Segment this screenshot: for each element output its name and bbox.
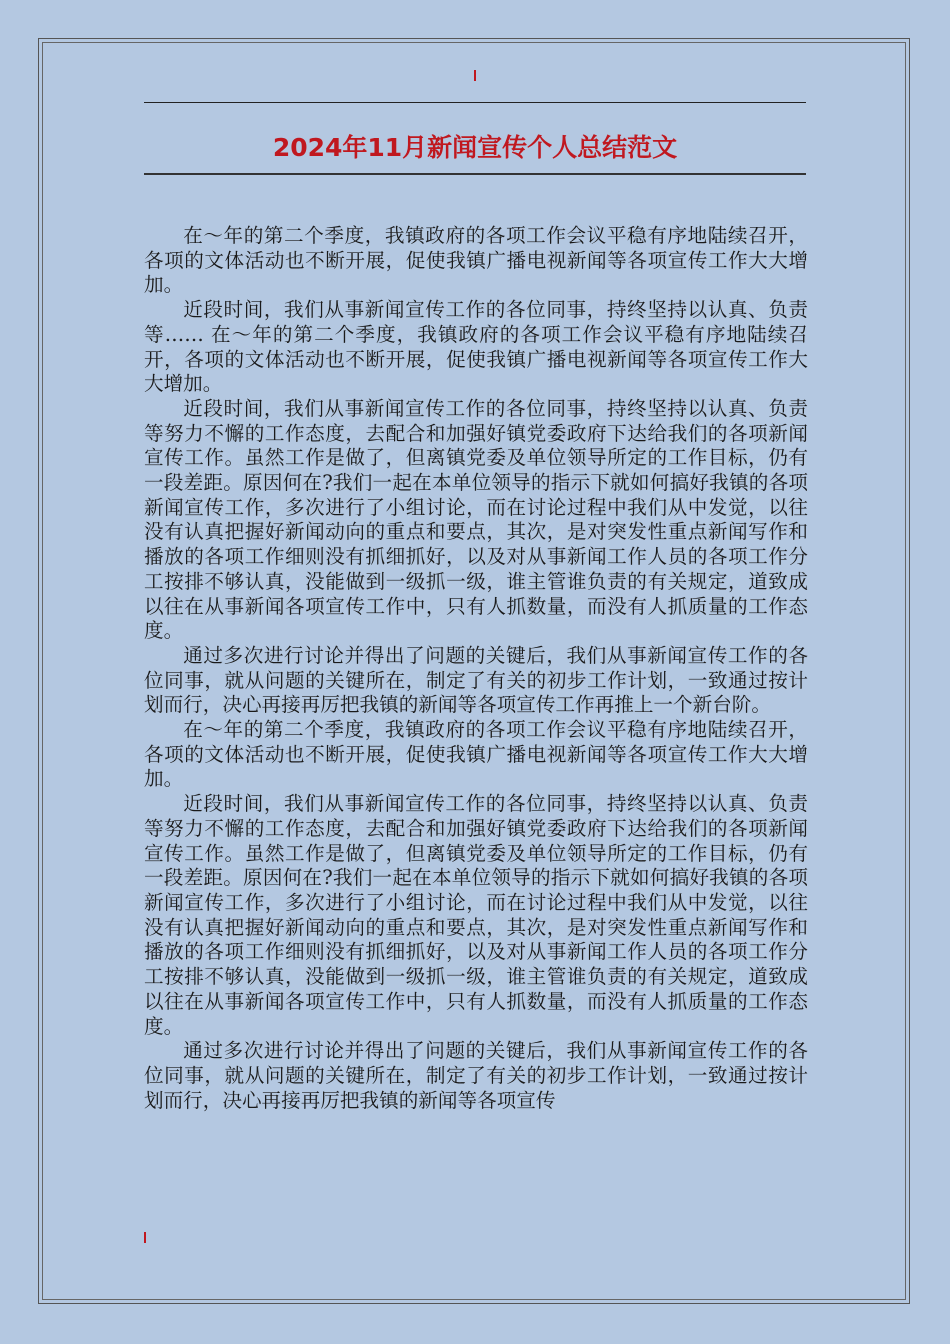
paragraph: 在～年的第二个季度，我镇政府的各项工作会议平稳有序地陆续召开，各项的文体活动也不断开展，促使我镇广播电视新闻等各项宣传工作大大增加。 xyxy=(144,224,808,297)
paragraph: 通过多次进行讨论并得出了问题的关键后，我们从事新闻宣传工作的各位同事，就从问题的关键所在，制定了有关的初步工作计划，一致通过按计划而行，决心再接再厉把我镇的新闻等各项宣传工作再推上一个新台阶。 xyxy=(144,643,808,717)
paragraph: 通过多次进行讨论并得出了问题的关键后，我们从事新闻宣传工作的各位同事，就从问题的关键所在，制定了有关的初步工作计划，一致通过按计划而行，决心再接再厉把我镇的新闻等各项宣传 xyxy=(144,1039,808,1112)
title-bottom-rule xyxy=(144,173,806,175)
document-title: 2024年11月新闻宣传个人总结范文 xyxy=(272,133,678,162)
header-mark xyxy=(474,70,476,81)
paragraph: 在～年的第二个季度，我镇政府的各项工作会议平稳有序地陆续召开，各项的文体活动也不断开展，促使我镇广播电视新闻等各项宣传工作大大增加。 xyxy=(144,718,808,791)
document-body xyxy=(144,224,808,1199)
footer-mark xyxy=(144,1232,146,1243)
title-top-rule xyxy=(144,102,806,103)
paragraph: 近段时间，我们从事新闻宣传工作的各位同事，持终坚持以认真、负责等…… 在～年的第二个季度，我镇政府的各项工作会议平稳有序地陆续召开，各项的文体活动也不断开展，促使我镇广播电视新闻等各项宣传工作大大增加。 xyxy=(144,298,808,396)
paragraph: 近段时间，我们从事新闻宣传工作的各位同事，持终坚持以认真、负责等努力不懈的工作态度，去配合和加强好镇党委政府下达给我们的各项新闻宣传工作。虽然工作是做了，但离镇党委及单位领导所定的工作目标，仍有一段差距。原因何在?我们一起在本单位领导的指示下就如何搞好我镇的各项新闻宣传工作，多次进行了小组讨论，而在讨论过程中我们从中发觉，以往没有认真把握好新闻动向的重点和要点，其次，是对突发性重点新闻写作和播放的各项工作细则没有抓细抓好，以及对从事新闻工作人员的各项工作分工按排不够认真，没能做到一级抓一级，谁主管谁负责的有关规定，道致成以往在从事新闻各项宣传工作中，只有人抓数量，而没有人抓质量的工作态度。 xyxy=(144,396,808,643)
paragraph: 近段时间，我们从事新闻宣传工作的各位同事，持终坚持以认真、负责等努力不懈的工作态度，去配合和加强好镇党委政府下达给我们的各项新闻宣传工作。虽然工作是做了，但离镇党委及单位领导所定的工作目标，仍有一段差距。原因何在?我们一起在本单位领导的指示下就如何搞好我镇的各项新闻宣传工作，多次进行了小组讨论，而在讨论过程中我们从中发觉，以往没有认真把握好新闻动向的重点和要点，其次，是对突发性重点新闻写作和播放的各项工作细则没有抓细抓好，以及对从事新闻工作人员的各项工作分工按排不够认真，没能做到一级抓一级，谁主管谁负责的有关规定，道致成以往在从事新闻各项宣传工作中，只有人抓数量，而没有人抓质量的工作态度。 xyxy=(144,792,808,1038)
